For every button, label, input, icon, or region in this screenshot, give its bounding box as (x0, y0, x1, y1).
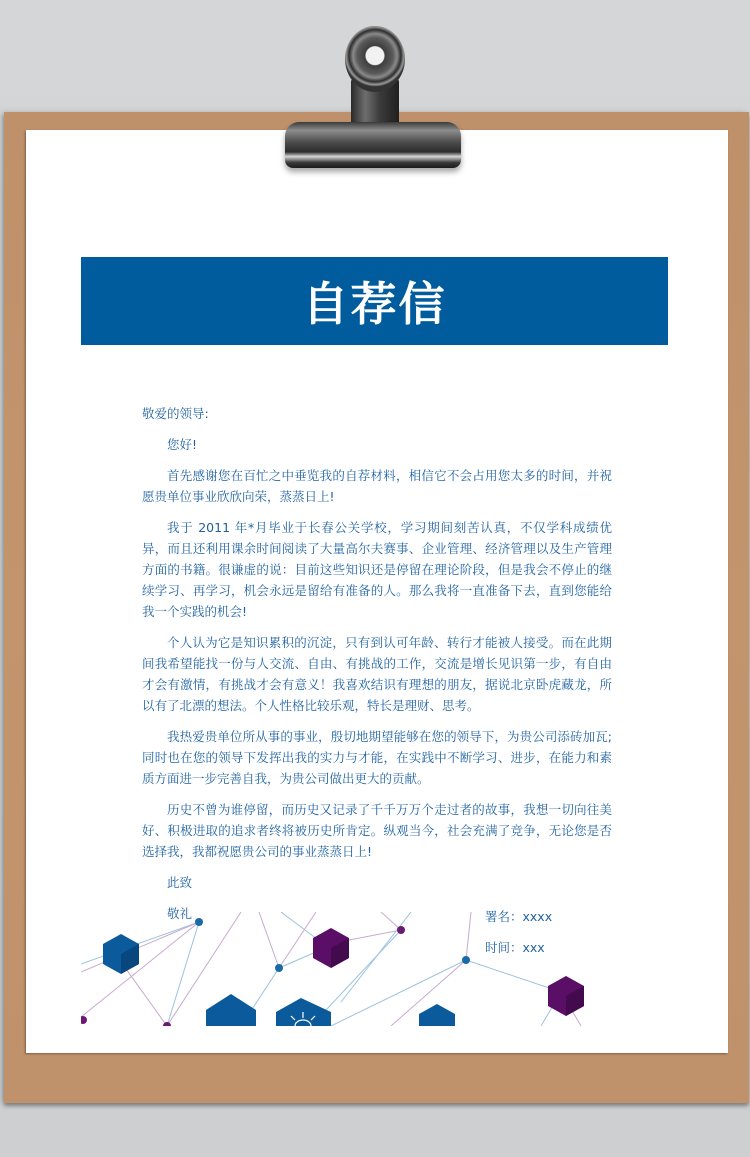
signature: 署名：xxxx (485, 909, 553, 924)
clip-ring (345, 26, 405, 92)
letter-body (142, 403, 612, 934)
paragraph: 我热爱贵单位所从事的事业，殷切地期望能够在您的领导下，为贵公司添砖加瓦;同时也在您的领导下发挥出我的实力与才能，在实践中不断学习、进步，在能力和素质方面进一步完善自我，为贵公司做出更大的贡献。 (142, 729, 612, 786)
date: 时间：xxx (485, 940, 545, 955)
hexagon-network-decoration (81, 912, 621, 1026)
clip-bar (285, 122, 461, 168)
title-banner (81, 257, 668, 345)
closing-line-2: 敬礼 (167, 906, 193, 921)
page-title: 自荐信 (302, 277, 447, 331)
paragraph: 我于 2011 年*月毕业于长春公关学校，学习期间刻苦认真，不仅学科成绩优异，而且还利用课余时间阅读了大量高尔夫赛事、企业管理、经济管理以及生产管理方面的书籍。很谦虚的说：目前这些知识还是停留在理论阶段，但是我会不停止的继续学习、再学习，机会永远是留给有准备的人。那么我将一直准备下去，直到您能给我一个实践的机会! (142, 520, 612, 619)
paragraph: 首先感谢您在百忙之中垂览我的自荐材料，相信它不会占用您太多的时间，并祝愿贵单位事业欣欣向荣，蒸蒸日上! (142, 468, 612, 504)
paragraph: 个人认为它是知识累积的沉淀，只有到认可年龄、转行才能被人接受。而在此期间我希望能找一份与人交流、自由、有挑战的工作，交流是增长见识第一步，有自由才会有激情，有挑战才会有意义！我喜欢结识有理想的朋友，据说北京卧虎藏龙，所以有了北漂的想法。个人性格比较乐观，特长是理财、思考。 (142, 635, 612, 713)
greeting: 敬爱的领导: (142, 406, 209, 421)
closing-line-1: 此致 (167, 875, 193, 890)
binder-clip-icon (285, 22, 465, 172)
paragraph: 历史不曾为谁停留，而历史又记录了千千万万个走过者的故事，我想一切向往美好、积极进取的追求者终将被历史所肯定。纵观当今，社会充满了竞争，无论您是否选择我，我都祝愿贵公司的事业蒸蒸日上! (142, 802, 612, 859)
salutation: 您好! (167, 437, 198, 452)
